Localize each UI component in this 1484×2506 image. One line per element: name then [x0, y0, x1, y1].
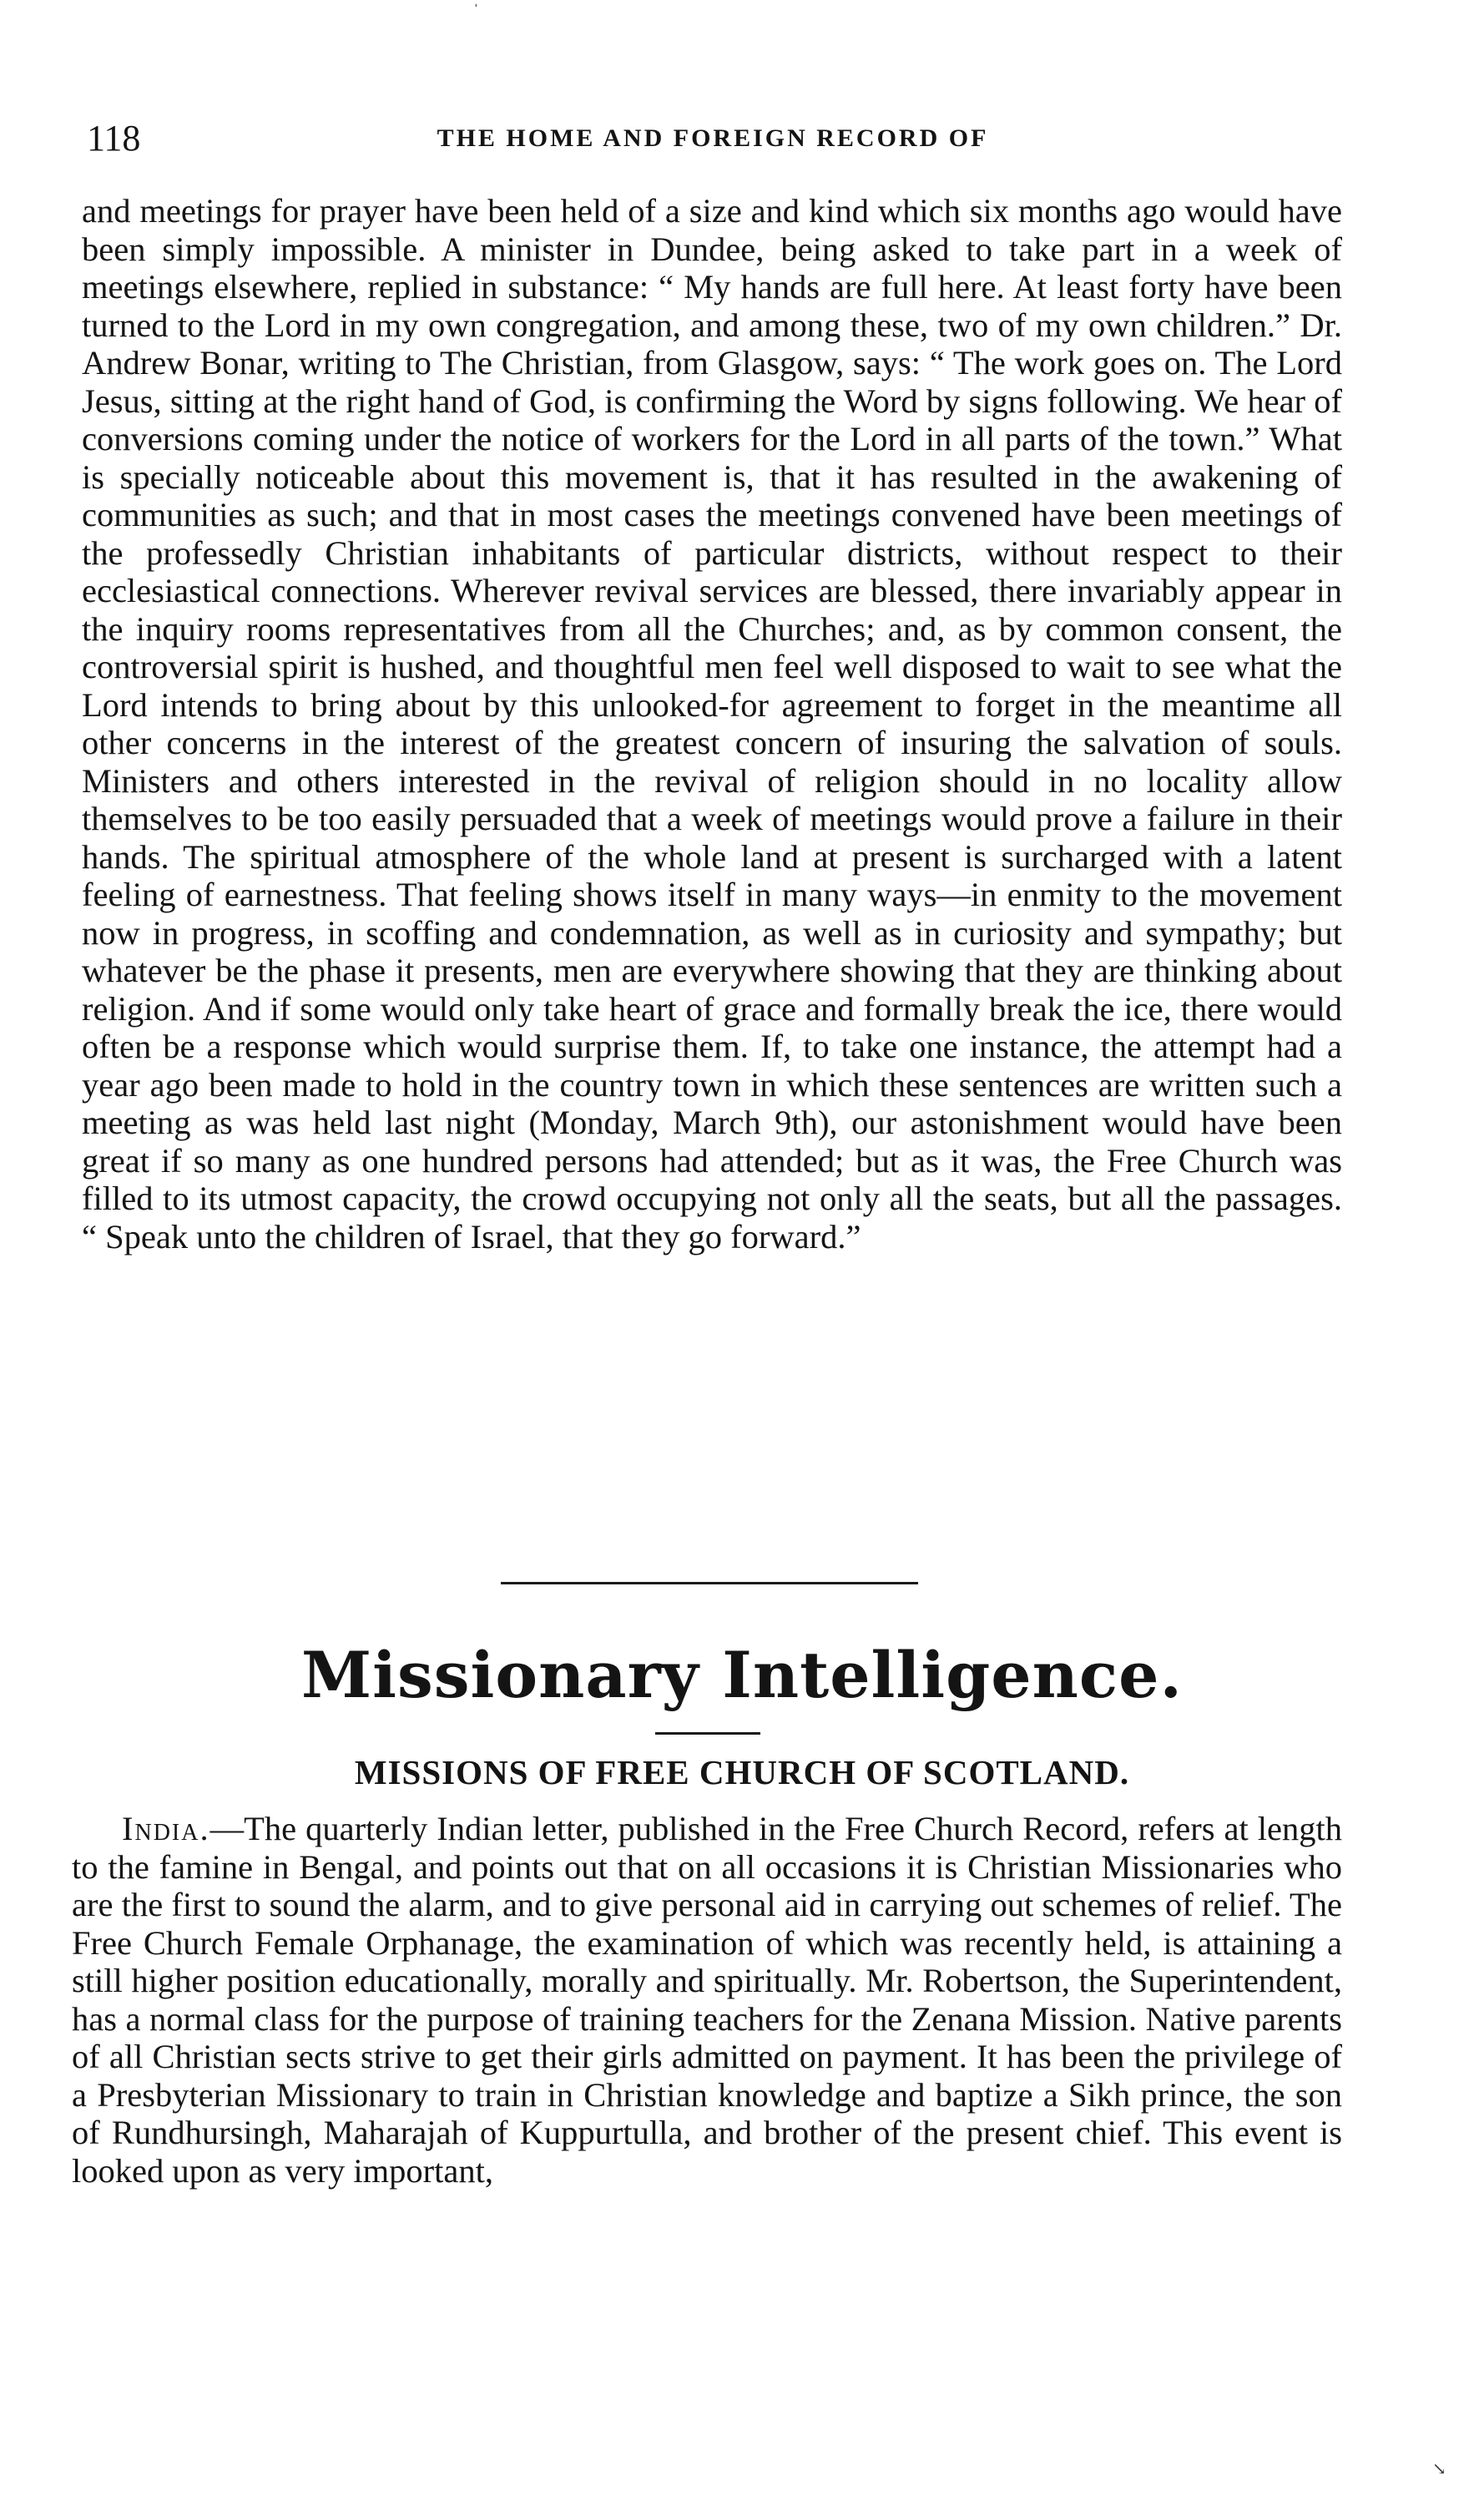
- body-paragraph-2: [72, 1810, 1342, 2190]
- page-header: [70, 117, 1355, 167]
- body-paragraph-1: and meetings for prayer have been held of a size and kind which six months ago would have been simply impossible. A minister in Dundee, being asked to take part in a week of meetings elsewhere, replied in substance: “ My hands are full here. At least forty have been turned to the Lord in my own congregation, and among these, two of my own children.” Dr. Andrew Bonar, writing to The Christian, from Glasgow, says: “ The work goes on. The Lord Jesus, sitting at the right hand of God, is confirming the Word by signs following. We hear of conversions coming under the notice of workers for the Lord in all parts of the town.” What is specially noticeable about this movement is, that it has resulted in the awakening of communities as such; and that in most cases the meetings convened have been meetings of the professedly Christian inhabitants of particular districts, without respect to their ecclesiastical connections. Wherever revival services are blessed, there invariably appear in the inquiry rooms representatives from all the Churches; and, as by common consent, the controversial spirit is hushed, and thoughtful men feel well disposed to wait to see what the Lord intends to bring about by this unlooked-for agreement to forget in the meantime all other concerns in the interest of the greatest concern of insuring the salvation of souls. Ministers and others interested in the revival of religion should in no locality allow themselves to be too easily persuaded that a week of meetings would prove a failure in their hands. The spiritual atmosphere of the whole land at present is surcharged with a latent feeling of earnestness. That feeling shows itself in many ways—in enmity to the movement now in progress, in scoffing and condemnation, as well as in curiosity and sympathy; but whatever be the phase it presents, men are everywhere showing that they are thinking about religion. And if some would only take heart of grace and formally break the ice, there would often be a response which would surprise them. If, to take one instance, the attempt had a year ago been made to hold in the country town in which these sentences are written such a meeting as was held last night (Monday, March 9th), our astonishment would have been great if so many as one hundred persons had attended; but as it was, the Free Church was filled to its utmost capacity, the crowd occupying not only all the seats, but all the passages. “ Speak unto the children of Israel, that they go forward.”: [82, 192, 1342, 1256]
- article-title: MISSIONS OF FREE CHURCH OF SCOTLAND.: [354, 1753, 1130, 1791]
- paragraph-lead-word: India.: [122, 1810, 210, 1847]
- section-heading: Missionary Intelligence.: [300, 1638, 1183, 1712]
- paragraph-2-text: —The quarterly Indian letter, published in the Free Church Record, refers at length to the famine in Bengal, and points out that on all occasions it is Christian Missionaries who are the first to sound the alarm, and to give personal aid in carrying out schemes of relief. The Free Church Female Orphanage, the examination of which was recently held, is attaining a still higher position educationally, morally and spiritually. Mr. Robertson, the Superintendent, has a normal class for the purpose of training teachers for the Zenana Mission. Native parents of all Christian sects strive to get their girls admitted on payment. It has been the privilege of a Presbyterian Missionary to train in Christian knowledge and baptize a Sikh prince, the son of Rundhursingh, Maharajah of Kuppurtulla, and brother of the present chief. This event is looked upon as very important,: [72, 1810, 1342, 2190]
- page-number: 118: [87, 118, 141, 159]
- heading-underline-rule: [655, 1732, 760, 1735]
- running-title: THE HOME AND FOREIGN RECORD OF: [437, 124, 989, 152]
- top-print-mark: ˈ: [473, 2, 479, 20]
- section-divider-rule: [501, 1582, 918, 1584]
- corner-print-mark: ↘: [1432, 2460, 1446, 2478]
